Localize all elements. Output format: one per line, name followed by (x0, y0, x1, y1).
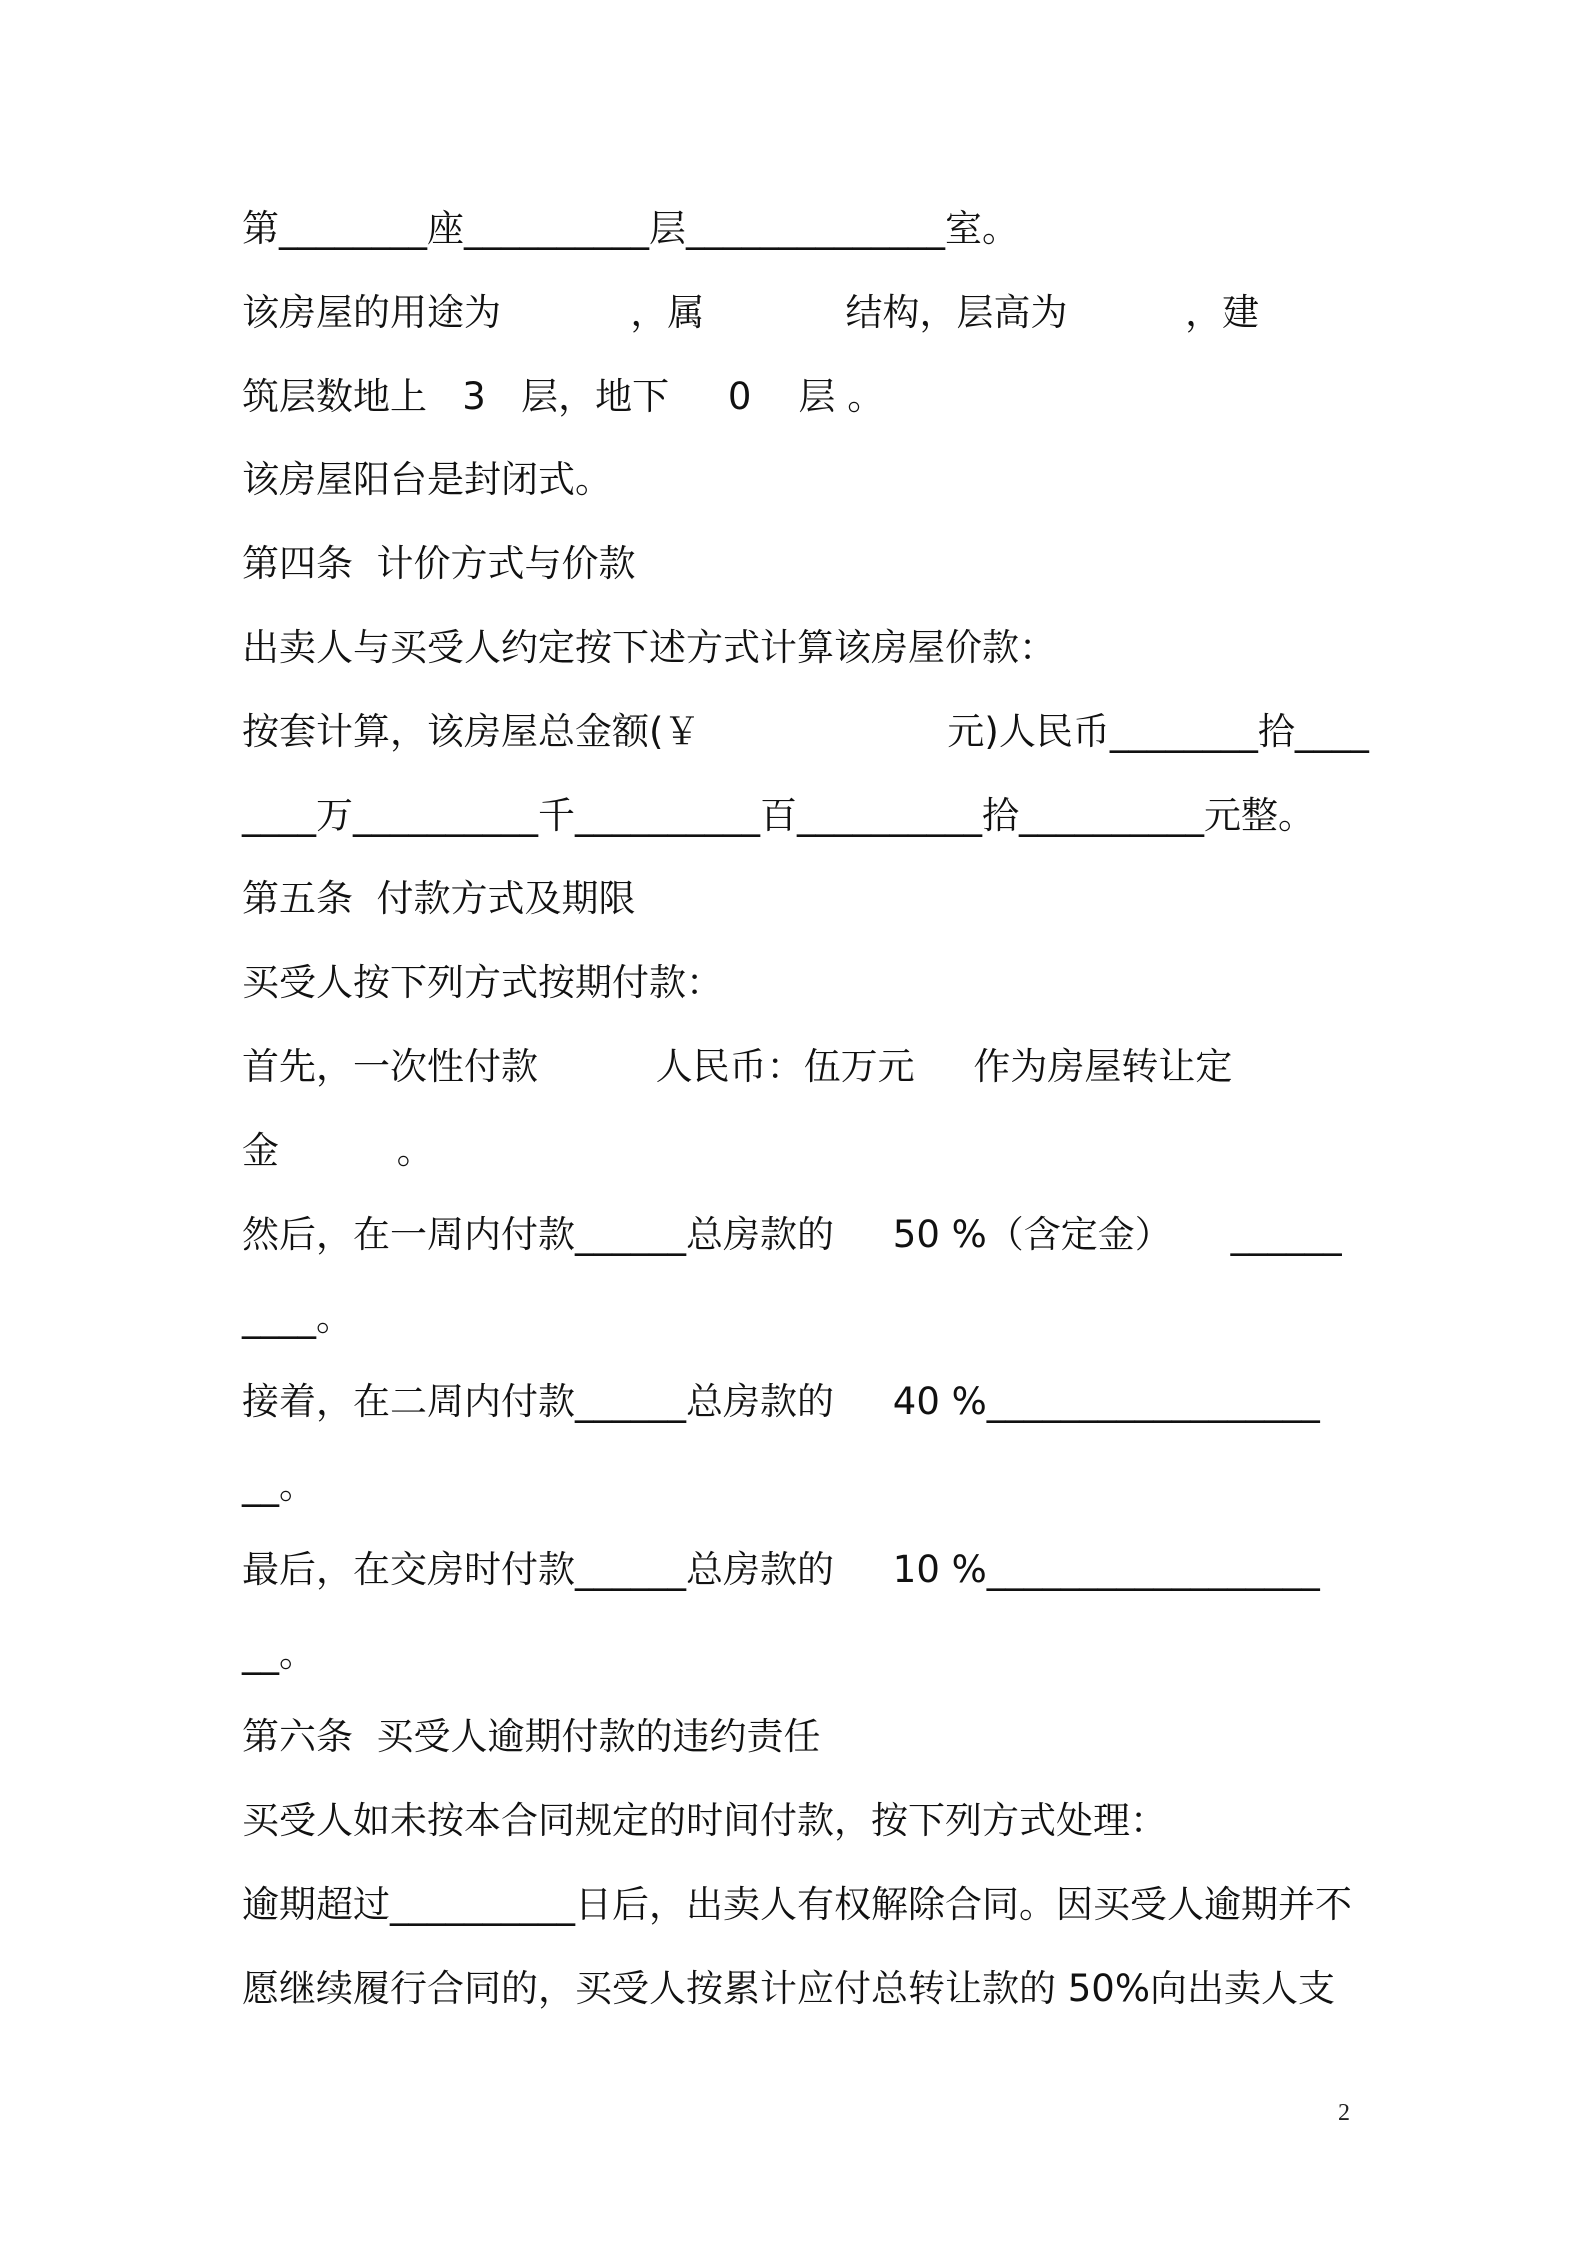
text-line: 筑层数地上 3 层，地下 0 层 。 (242, 375, 885, 418)
section-heading: 第四条 计价方式与价款 (242, 542, 636, 585)
text-line: 按套计算，该房屋总金额(￥ 元)人民币________拾____ (242, 710, 1369, 753)
text-line: 首先，一次性付款 人民币：伍万元 作为房屋转让定 (242, 1045, 1233, 1088)
text-line: 第________座__________层______________室。 (242, 207, 1019, 250)
text-line: 买受人如未按本合同规定的时间付款，按下列方式处理： (242, 1799, 1167, 1842)
text-line: 然后，在一周内付款______总房款的 50 %（含定金） ______ (242, 1213, 1342, 1256)
text-line: ____万__________千__________百__________拾__________元整。 (242, 794, 1315, 837)
text-line: 最后，在交房时付款______总房款的 10 %__________________ (242, 1548, 1320, 1591)
text-line: 该房屋的用途为 ，属 结构，层高为 ，建 (242, 291, 1260, 334)
text-line: 逾期超过__________日后，出卖人有权解除合同。因买受人逾期并不 (242, 1883, 1352, 1926)
section-heading: 第五条 付款方式及期限 (242, 877, 636, 920)
text-line: 愿继续履行合同的，买受人按累计应付总转让款的 50%向出卖人支 (242, 1967, 1335, 2010)
section-heading: 第六条 买受人逾期付款的违约责任 (242, 1715, 821, 1758)
text-line: ____。 (242, 1296, 353, 1339)
text-line: __。 (242, 1464, 316, 1507)
text-line: 出卖人与买受人约定按下述方式计算该房屋价款： (242, 626, 1056, 669)
text-line: __。 (242, 1632, 316, 1675)
text-line: 买受人按下列方式按期付款： (242, 961, 723, 1004)
text-line: 该房屋阳台是封闭式。 (242, 458, 612, 501)
page-number: 2 (1338, 2100, 1350, 2126)
text-line: 接着，在二周内付款______总房款的 40 %__________________ (242, 1380, 1320, 1423)
text-line: 金 。 (242, 1129, 434, 1172)
